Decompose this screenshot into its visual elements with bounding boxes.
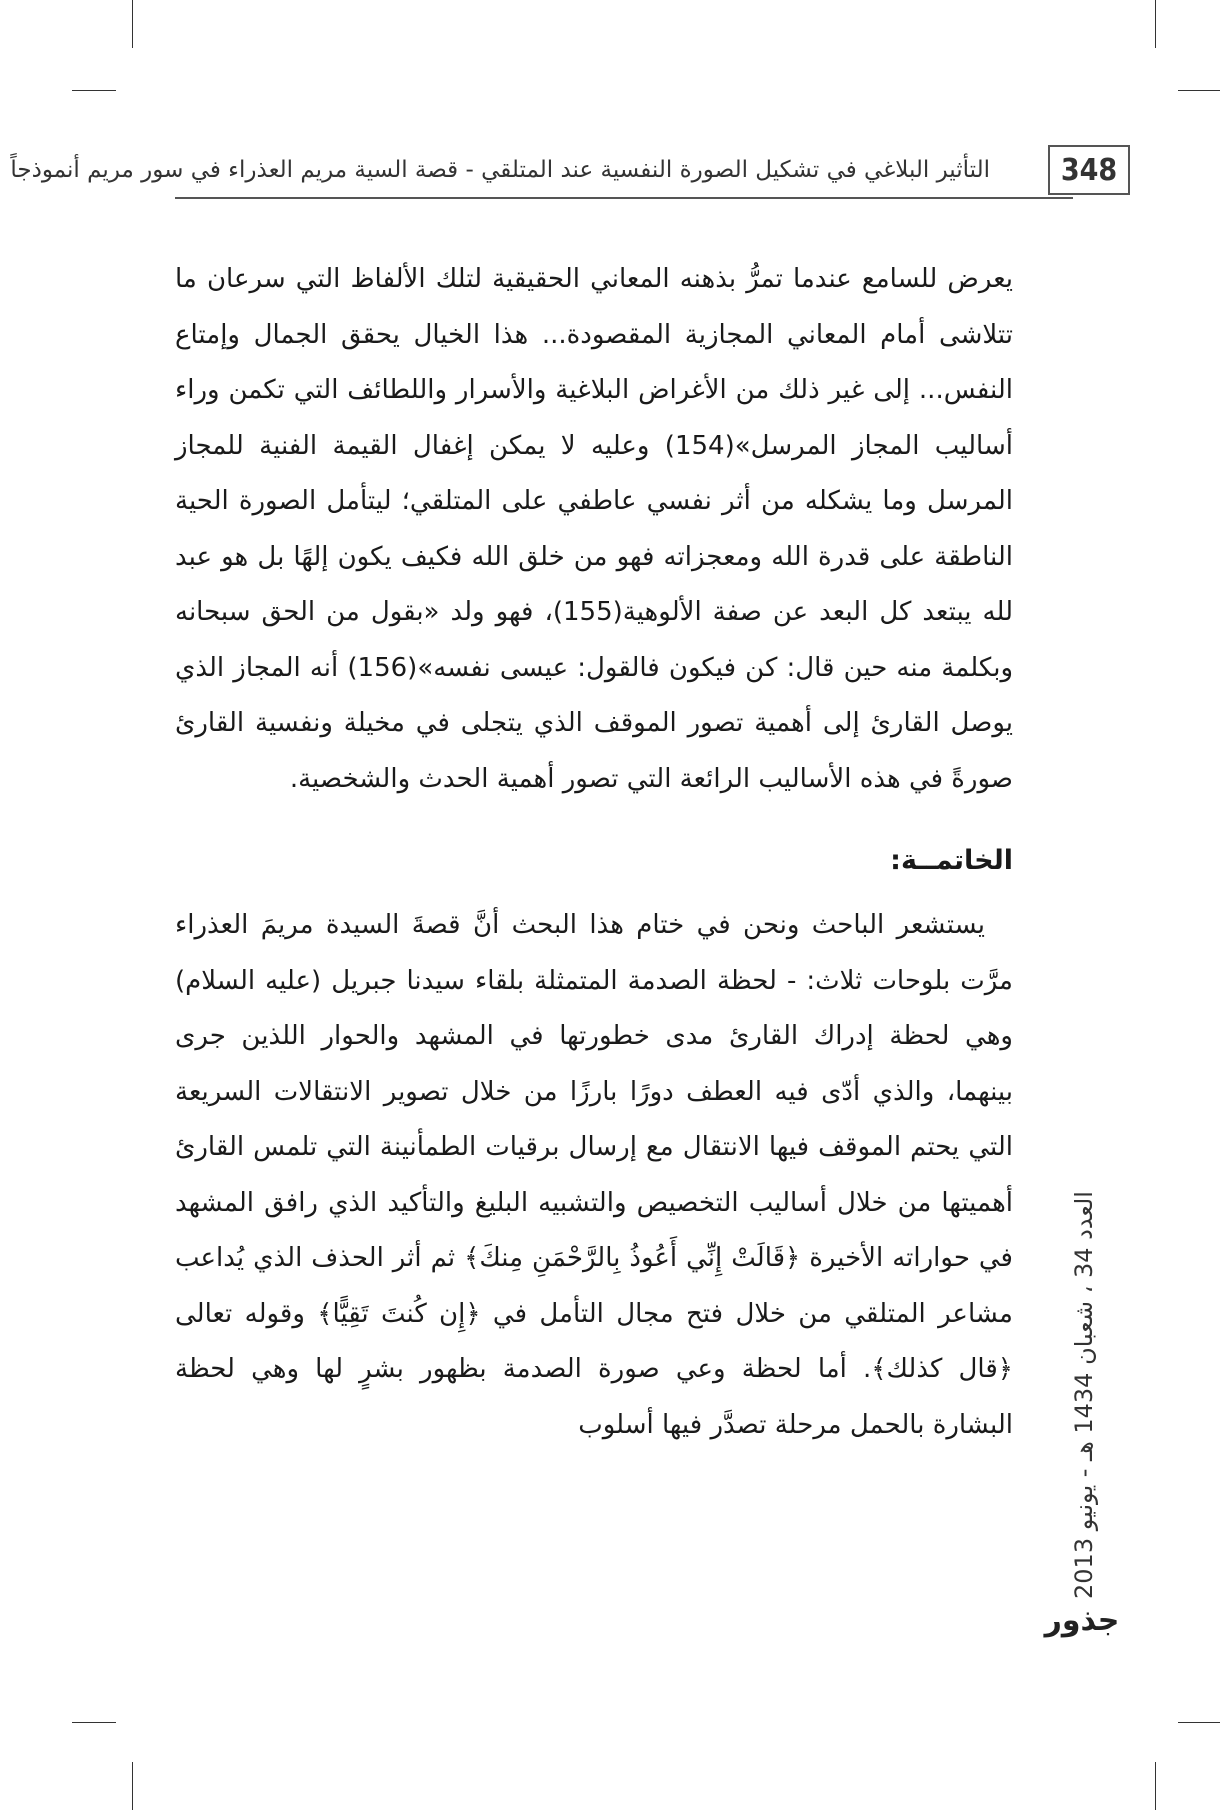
running-title: التأثير البلاغي في تشكيل الصورة النفسية عند المتلقي - قصة السية مريم العذراء في سور مريم أنموذجاً: [10, 157, 990, 183]
crop-mark-top-right-h: [1178, 90, 1220, 91]
crop-mark-top-left-v: [132, 0, 133, 48]
body-paragraph-2: يستشعر الباحث ونحن في ختام هذا البحث أنَّ قصةَ السيدة مريمَ العذراء مرَّت بلوحات ثلاث: - لحظة الصدمة المتمثلة بلقاء سيدنا جبريل (عليه السلام) وهي لحظة إدراك القارئ مدى خطورتها في المشهد والحوار اللذين جرى بينهما، والذي أدّى فيه العطف دورًا بارزًا من خلال تصوير الانتقالات السريعة التي يحتم الموقف فيها الانتقال مع إرسال برقيات الطمأنينة التي تلمس القارئ أهميتها من خلال أساليب التخصيص والتشبيه البليغ والتأكيد الذي رافق المشهد في حواراته الأخيرة ﴿قَالَتْ إِنِّي أَعُوذُ بِالرَّحْمَنِ مِنكَ﴾ ثم أثر الحذف الذي يُداعب مشاعر المتلقي من خلال فتح مجال التأمل في ﴿إِن كُنتَ تَقِيًّا﴾ وقوله تعالى ﴿قال كذلك﴾. أما لحظة وعي صورة الصدمة بظهور بشرٍ لها وهي لحظة البشارة بالحمل مرحلة تصدَّر فيها أسلوب: [175, 910, 1013, 1440]
crop-mark-top-left-h: [72, 90, 116, 91]
issue-info-text: العدد 34 ، شعبان 1434 هـ - يونيو 2013: [1070, 1191, 1099, 1599]
page-body: [175, 252, 1013, 1453]
crop-mark-top-right-v: [1155, 0, 1156, 48]
journal-logo: جذور: [1044, 1602, 1120, 1638]
body-paragraph-1: يعرض للسامع عندما تمرُّ بذهنه المعاني الحقيقية لتلك الألفاظ التي سرعان ما تتلاشى أمام المعاني المجازية المقصودة... هذا الخيال يحقق الجمال وإمتاع النفس... إلى غير ذلك من الأغراض البلاغية والأسرار واللطائف التي تكمن وراء أساليب المجاز المرسل»(154) وعليه لا يمكن إغفال القيمة الفنية للمجاز المرسل وما يشكله من أثر نفسي عاطفي على المتلقي؛ ليتأمل الصورة الحية الناطقة على قدرة الله ومعجزاته فهو من خلق الله فكيف يكون إلهًا بل هو عبد لله يبتعد كل البعد عن صفة الألوهية(155)، فهو ولد «بقول من الحق سبحانه وبكلمة منه حين قال: كن فيكون فالقول: عيسى نفسه»(156) أنه المجاز الذي يوصل القارئ إلى أهمية تصور الموقف الذي يتجلى في مخيلة ونفسية القارئ صورةً في هذه الأساليب الرائعة التي تصور أهمية الحدث والشخصية.: [175, 264, 1014, 794]
issue-info-vertical: [1062, 1160, 1106, 1630]
header-divider: [175, 197, 1073, 199]
crop-mark-bottom-left-h: [72, 1722, 116, 1723]
page-number: 348: [1048, 145, 1130, 195]
crop-mark-bottom-right-v: [1155, 1762, 1156, 1810]
crop-mark-bottom-left-v: [132, 1762, 133, 1810]
crop-mark-bottom-right-h: [1178, 1722, 1220, 1723]
section-heading-conclusion: الخاتمــة:: [890, 845, 1013, 876]
